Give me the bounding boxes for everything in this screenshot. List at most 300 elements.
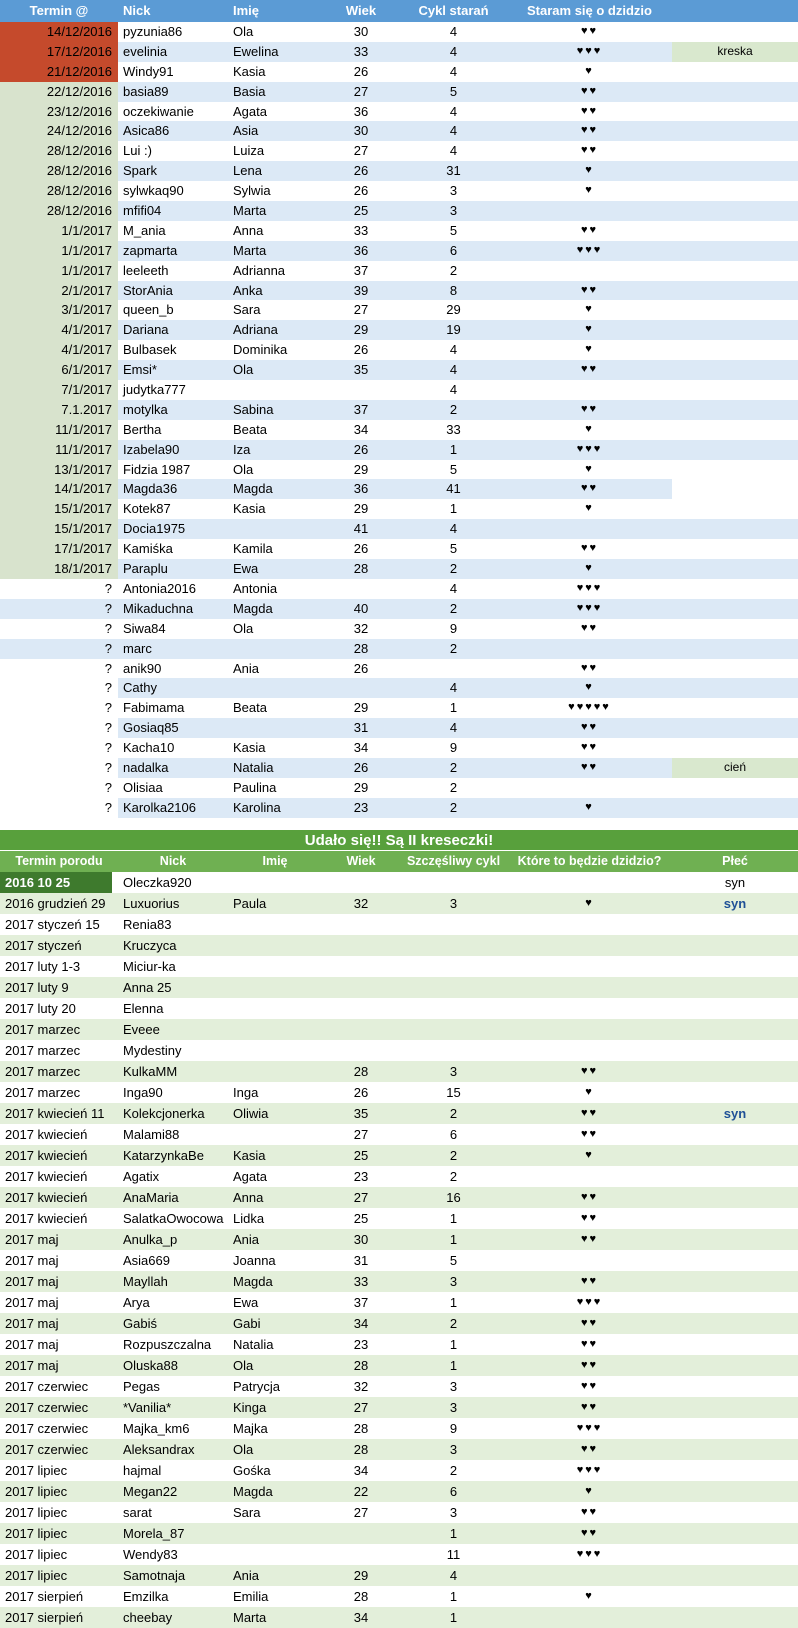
cell-age[interactable]: 26 <box>353 1084 369 1100</box>
cell-age[interactable]: 30 <box>353 24 369 39</box>
cell-cycle[interactable]: 3 <box>449 1378 458 1394</box>
cell-age[interactable]: 37 <box>353 1294 369 1310</box>
cell-nick[interactable]: Elenna <box>123 1000 164 1016</box>
cell-cycle[interactable]: 1 <box>449 501 458 517</box>
cell-sex[interactable] <box>672 1145 798 1166</box>
cell-sex[interactable] <box>672 1376 798 1397</box>
cell-hearts[interactable]: ♥ <box>585 502 594 515</box>
cell-hearts[interactable]: ♥♥♥ <box>576 581 603 594</box>
cell-sex[interactable] <box>672 1439 798 1460</box>
cell-sex[interactable] <box>672 1523 798 1544</box>
cell-age[interactable] <box>322 678 400 698</box>
cell-hearts[interactable]: ♥♥ <box>580 1190 599 1203</box>
cell-name[interactable] <box>228 1523 322 1544</box>
cell-name[interactable]: Agata <box>233 103 267 119</box>
cell-cycle[interactable]: 1 <box>449 1588 458 1604</box>
cell-nick[interactable]: leeleeth <box>123 262 169 278</box>
cell-age[interactable] <box>322 998 400 1019</box>
cell-nick[interactable]: Eveee <box>123 1021 160 1037</box>
cell-hearts[interactable]: ♥♥ <box>580 1064 599 1077</box>
cell-hearts[interactable]: ♥ <box>585 462 594 475</box>
cell-cycle[interactable]: 4 <box>449 43 458 59</box>
cell-nick[interactable]: evelinia <box>123 43 168 59</box>
cell-hearts[interactable]: ♥ <box>585 1148 594 1161</box>
cell-sex[interactable] <box>672 1481 798 1502</box>
cell-nick[interactable]: Fidzia 1987 <box>123 461 191 477</box>
cell-nick[interactable]: Karolka2106 <box>123 799 196 815</box>
cell-name[interactable] <box>228 380 322 400</box>
cell-hearts[interactable] <box>507 519 672 539</box>
cell-age[interactable]: 29 <box>353 1567 369 1583</box>
cell-note[interactable] <box>672 102 798 122</box>
cell-name[interactable]: Kasia <box>233 1147 266 1163</box>
cell-hearts[interactable] <box>507 1250 672 1271</box>
cell-nick[interactable]: Gosiaq85 <box>123 720 179 736</box>
cell-cycle[interactable]: 41 <box>446 481 461 497</box>
cell-cycle[interactable]: 5 <box>449 461 458 477</box>
cell-hearts[interactable]: ♥ <box>585 800 594 813</box>
cell-name[interactable]: Ania <box>233 1231 260 1247</box>
cell-birth-date[interactable]: 2017 marzec <box>5 1084 81 1100</box>
cell-nick[interactable]: Gabiś <box>123 1315 157 1331</box>
cell-age[interactable]: 27 <box>353 1399 369 1415</box>
cell-cycle[interactable]: 4 <box>449 1567 458 1583</box>
cell-age[interactable]: 28 <box>353 1588 369 1604</box>
cell-cycle[interactable]: 1 <box>449 1294 458 1310</box>
cell-sex[interactable]: syn <box>724 874 746 890</box>
cell-hearts[interactable] <box>507 778 672 798</box>
cell-name[interactable]: Magda <box>233 481 273 497</box>
cell-note[interactable] <box>672 360 798 380</box>
cell-hearts[interactable]: ♥ <box>585 681 594 694</box>
cell-nick[interactable]: Oleczka920 <box>123 874 192 890</box>
cell-cycle[interactable]: 5 <box>449 83 458 99</box>
cell-cycle[interactable]: 8 <box>449 282 458 298</box>
cell-cycle[interactable]: 4 <box>449 521 458 537</box>
cell-term-date[interactable]: 21/12/2016 <box>0 62 118 82</box>
cell-hearts[interactable]: ♥♥ <box>580 25 599 37</box>
cell-sex[interactable] <box>672 1397 798 1418</box>
cell-hearts[interactable]: ♥♥ <box>580 721 599 734</box>
cell-name[interactable]: Luiza <box>233 143 265 159</box>
cell-nick[interactable]: StorAnia <box>123 282 173 298</box>
cell-hearts[interactable]: ♥♥♥ <box>576 44 603 57</box>
cell-cycle[interactable]: 29 <box>446 302 461 318</box>
cell-nick[interactable]: Asica86 <box>123 123 170 139</box>
cell-hearts[interactable]: ♥♥ <box>580 1211 599 1224</box>
cell-sex[interactable] <box>672 977 798 998</box>
cell-age[interactable]: 26 <box>353 183 369 199</box>
cell-hearts[interactable]: ♥♥ <box>580 1526 599 1539</box>
cell-birth-date[interactable]: 2016 10 25 <box>0 872 118 893</box>
cell-note[interactable] <box>672 519 798 539</box>
cell-age[interactable]: 33 <box>353 1273 369 1289</box>
cell-cycle[interactable]: 1 <box>449 1336 458 1352</box>
cell-name[interactable]: Gabi <box>233 1315 261 1331</box>
cell-name[interactable]: Antonia <box>233 580 278 596</box>
cell-note[interactable] <box>672 82 798 102</box>
cell-birth-date[interactable]: 2017 kwiecień <box>5 1168 88 1184</box>
cell-nick[interactable]: Olisiaa <box>123 779 163 795</box>
cell-nick[interactable]: KatarzynkaBe <box>123 1147 204 1163</box>
cell-term-date[interactable]: ? <box>104 640 112 656</box>
cell-name[interactable]: Ola <box>233 461 254 477</box>
cell-name[interactable]: Sylwia <box>233 183 271 199</box>
cell-note[interactable] <box>672 778 798 798</box>
cell-name[interactable]: Ola <box>233 362 254 378</box>
cell-age[interactable]: 32 <box>353 895 369 911</box>
cell-term-date[interactable]: 14/1/2017 <box>0 479 118 499</box>
cell-sex[interactable] <box>672 1502 798 1523</box>
cell-age[interactable]: 29 <box>353 461 369 477</box>
cell-cycle[interactable]: 4 <box>449 143 458 159</box>
cell-nick[interactable]: Inga90 <box>123 1084 163 1100</box>
cell-nick[interactable]: Magda36 <box>123 481 178 497</box>
cell-cycle[interactable]: 6 <box>449 1126 458 1142</box>
cell-note[interactable] <box>672 141 798 161</box>
cell-term-date[interactable]: ? <box>104 580 112 596</box>
cell-nick[interactable]: Mayllah <box>123 1273 168 1289</box>
cell-nick[interactable]: hajmal <box>123 1462 162 1478</box>
cell-term-date[interactable]: ? <box>0 678 118 698</box>
cell-cycle[interactable]: 3 <box>449 1504 458 1520</box>
cell-note[interactable] <box>672 281 798 301</box>
cell-term-date[interactable]: 13/1/2017 <box>0 460 118 480</box>
cell-hearts[interactable]: ♥♥ <box>580 1400 599 1413</box>
cell-hearts[interactable]: ♥♥ <box>580 1106 599 1119</box>
cell-name[interactable]: Kasia <box>233 740 266 756</box>
cell-cycle[interactable]: 4 <box>449 103 458 119</box>
column-header[interactable]: Cykl starań <box>418 3 489 18</box>
cell-cycle[interactable]: 11 <box>446 1546 461 1562</box>
cell-name[interactable]: Magda <box>233 1483 273 1499</box>
cell-hearts[interactable]: ♥♥♥ <box>576 1463 603 1476</box>
cell-nick[interactable]: Anna 25 <box>123 979 172 995</box>
cell-birth-date[interactable]: 2017 maj <box>5 1336 59 1352</box>
cell-cycle[interactable]: 2 <box>449 799 458 815</box>
cell-sex[interactable]: syn <box>723 895 747 911</box>
cell-note[interactable] <box>672 62 798 82</box>
cell-term-date[interactable]: 6/1/2017 <box>0 360 118 380</box>
cell-hearts[interactable] <box>507 1166 672 1187</box>
cell-age[interactable]: 29 <box>353 322 369 338</box>
cell-sex[interactable] <box>672 1586 798 1607</box>
cell-note[interactable] <box>672 121 798 141</box>
cell-note[interactable] <box>672 440 798 460</box>
cell-birth-date[interactable]: 2017 czerwiec <box>5 1420 89 1436</box>
cell-hearts[interactable]: ♥♥ <box>580 1316 599 1329</box>
cell-hearts[interactable]: ♥♥♥ <box>576 1421 603 1434</box>
cell-note[interactable]: cień <box>672 758 798 778</box>
cell-hearts[interactable]: ♥♥ <box>580 144 599 157</box>
cell-name[interactable]: Gośka <box>233 1462 271 1478</box>
cell-name[interactable]: Beata <box>233 700 267 716</box>
cell-birth-date[interactable]: 2017 lipiec <box>5 1567 68 1583</box>
cell-hearts[interactable] <box>507 956 672 977</box>
cell-name[interactable]: Oliwia <box>233 1105 269 1121</box>
cell-sex[interactable] <box>672 1124 798 1145</box>
cell-term-date[interactable]: 14/12/2016 <box>0 22 118 42</box>
cell-cycle[interactable]: 2 <box>449 1105 458 1121</box>
cell-sex[interactable] <box>672 1061 798 1082</box>
cell-nick[interactable]: Luxuorius <box>123 895 180 911</box>
cell-cycle[interactable]: 2 <box>449 1168 458 1184</box>
cell-nick[interactable]: Docia1975 <box>123 521 186 537</box>
cell-hearts[interactable]: ♥♥ <box>580 1274 599 1287</box>
cell-nick[interactable]: Cathy <box>123 680 157 696</box>
cell-nick[interactable]: anik90 <box>123 660 162 676</box>
cell-hearts[interactable]: ♥♥♥ <box>576 243 603 256</box>
cell-cycle[interactable]: 19 <box>446 322 461 338</box>
column-header[interactable]: Nick <box>123 3 151 18</box>
cell-name[interactable]: Marta <box>233 1609 267 1625</box>
cell-birth-date[interactable]: 2017 lipiec <box>5 1525 68 1541</box>
cell-sex[interactable]: syn <box>723 1105 747 1121</box>
cell-cycle[interactable]: 4 <box>449 580 458 596</box>
cell-term-date[interactable]: ? <box>104 620 112 636</box>
cell-age[interactable]: 28 <box>353 1357 369 1373</box>
cell-name[interactable]: Basia <box>233 83 266 99</box>
cell-hearts[interactable]: ♥♥ <box>580 124 599 137</box>
cell-hearts[interactable]: ♥♥ <box>580 1337 599 1350</box>
cell-term-date[interactable]: ? <box>0 758 118 778</box>
cell-cycle[interactable] <box>400 1019 507 1040</box>
cell-term-date[interactable]: ? <box>104 779 112 795</box>
cell-age[interactable]: 25 <box>353 1210 369 1226</box>
cell-note[interactable] <box>672 221 798 241</box>
cell-birth-date[interactable]: 2017 maj <box>5 1252 59 1268</box>
cell-age[interactable]: 27 <box>353 143 369 159</box>
cell-age[interactable] <box>322 1040 400 1061</box>
cell-nick[interactable]: Bertha <box>123 421 162 437</box>
cell-nick[interactable]: KulkaMM <box>123 1063 178 1079</box>
cell-hearts[interactable]: ♥ <box>585 343 594 356</box>
cell-age[interactable]: 37 <box>353 401 369 417</box>
cell-age[interactable]: 37 <box>353 262 369 278</box>
cell-cycle[interactable]: 4 <box>449 342 458 358</box>
cell-name[interactable] <box>228 639 322 659</box>
cell-note[interactable] <box>672 241 798 261</box>
cell-nick[interactable]: Agatix <box>123 1168 160 1184</box>
cell-age[interactable]: 30 <box>353 1231 369 1247</box>
cell-nick[interactable]: Fabimama <box>123 700 185 716</box>
cell-name[interactable]: Kasia <box>233 63 266 79</box>
cell-nick[interactable]: Megan22 <box>123 1483 178 1499</box>
cell-nick[interactable]: Spark <box>123 163 157 179</box>
cell-hearts[interactable]: ♥♥ <box>580 741 599 754</box>
cell-age[interactable]: 26 <box>353 660 369 676</box>
cell-name[interactable] <box>228 935 322 956</box>
cell-name[interactable] <box>228 1040 322 1061</box>
cell-age[interactable] <box>322 579 400 599</box>
cell-hearts[interactable]: ♥ <box>585 164 594 177</box>
cell-nick[interactable]: Emsi* <box>123 362 157 378</box>
cell-note[interactable] <box>672 22 798 42</box>
cell-birth-date[interactable]: 2017 luty 9 <box>5 979 69 995</box>
cell-hearts[interactable]: ♥♥ <box>580 1127 599 1140</box>
cell-name[interactable]: Kinga <box>233 1399 267 1415</box>
cell-nick[interactable]: Arya <box>123 1294 150 1310</box>
cell-nick[interactable]: marc <box>123 640 152 656</box>
column-header[interactable]: Staram się o dzidzio <box>527 3 652 18</box>
cell-note[interactable] <box>672 420 798 440</box>
cell-hearts[interactable]: ♥ <box>585 323 594 336</box>
cell-age[interactable]: 36 <box>353 242 369 258</box>
cell-birth-date[interactable]: 2017 lipiec <box>5 1462 68 1478</box>
cell-note[interactable] <box>672 161 798 181</box>
cell-hearts[interactable] <box>507 639 672 659</box>
cell-sex[interactable] <box>672 1607 798 1628</box>
cell-term-date[interactable]: 4/1/2017 <box>0 320 118 340</box>
cell-name[interactable]: Kasia <box>233 501 266 517</box>
cell-nick[interactable]: Emzilka <box>123 1588 169 1604</box>
cell-name[interactable]: Ola <box>233 620 254 636</box>
cell-name[interactable]: Sara <box>233 1504 261 1520</box>
cell-name[interactable]: Beata <box>233 421 267 437</box>
cell-name[interactable]: Ola <box>233 24 254 39</box>
cell-nick[interactable]: queen_b <box>123 302 174 318</box>
cell-nick[interactable]: Pegas <box>123 1378 160 1394</box>
cell-note[interactable] <box>672 201 798 221</box>
cell-name[interactable]: Ania <box>233 660 260 676</box>
cell-cycle[interactable]: 9 <box>449 1420 458 1436</box>
cell-nick[interactable]: Kruczyca <box>123 937 177 953</box>
cell-nick[interactable]: Kacha10 <box>123 740 175 756</box>
cell-age[interactable]: 34 <box>353 1462 369 1478</box>
cell-term-date[interactable]: 28/12/2016 <box>0 141 118 161</box>
cell-hearts[interactable]: ♥♥♥ <box>576 1295 603 1308</box>
cell-age[interactable]: 39 <box>353 282 369 298</box>
cell-name[interactable]: Magda <box>233 600 273 616</box>
cell-birth-date[interactable]: 2017 styczeń <box>5 937 82 953</box>
cell-nick[interactable]: Dariana <box>123 322 169 338</box>
cell-age[interactable]: 34 <box>353 421 369 437</box>
cell-hearts[interactable]: ♥ <box>585 64 594 77</box>
cell-nick[interactable]: Renia83 <box>123 916 172 932</box>
cell-name[interactable]: Magda <box>233 1273 273 1289</box>
cell-nick[interactable]: Kolekcjonerka <box>123 1105 205 1121</box>
cell-cycle[interactable]: 9 <box>449 620 458 636</box>
cell-hearts[interactable]: ♥ <box>585 1589 594 1602</box>
cell-name[interactable]: Dominika <box>233 342 288 358</box>
cell-birth-date[interactable]: 2017 styczeń 15 <box>5 916 100 932</box>
cell-term-date[interactable]: 15/1/2017 <box>0 519 118 539</box>
cell-birth-date[interactable]: 2017 kwiecień <box>5 1210 88 1226</box>
cell-birth-date[interactable]: 2017 maj <box>5 1294 59 1310</box>
column-header[interactable]: Nick <box>159 853 187 868</box>
cell-sex[interactable] <box>672 1334 798 1355</box>
cell-cycle[interactable]: 2 <box>449 759 458 775</box>
cell-cycle[interactable]: 2 <box>449 1462 458 1478</box>
cell-nick[interactable]: Bulbasek <box>123 342 177 358</box>
cell-cycle[interactable]: 5 <box>449 541 458 557</box>
cell-birth-date[interactable]: 2017 maj <box>5 1273 59 1289</box>
column-header[interactable]: Wiek <box>345 3 377 18</box>
cell-cycle[interactable]: 6 <box>449 242 458 258</box>
cell-term-date[interactable]: 2/1/2017 <box>0 281 118 301</box>
cell-nick[interactable]: Kamiśka <box>123 541 173 557</box>
cell-cycle[interactable]: 1 <box>449 1210 458 1226</box>
cell-age[interactable]: 34 <box>353 1315 369 1331</box>
cell-note[interactable] <box>672 400 798 420</box>
cell-term-date[interactable]: 7.1.2017 <box>0 400 118 420</box>
cell-nick[interactable]: SalatkaOwocowa <box>123 1210 224 1226</box>
cell-nick[interactable]: Miciur-ka <box>123 958 176 974</box>
cell-cycle[interactable] <box>400 659 507 679</box>
cell-age[interactable] <box>322 380 400 400</box>
cell-cycle[interactable]: 1 <box>449 1609 458 1625</box>
cell-name[interactable]: Natalia <box>233 759 274 775</box>
cell-name[interactable]: Sabina <box>233 401 274 417</box>
cell-cycle[interactable] <box>400 977 507 998</box>
cell-hearts[interactable]: ♥ <box>585 562 594 575</box>
cell-sex[interactable] <box>672 1208 798 1229</box>
cell-cycle[interactable]: 4 <box>449 63 458 79</box>
cell-age[interactable] <box>322 872 400 893</box>
cell-note[interactable] <box>672 261 798 281</box>
cell-cycle[interactable]: 3 <box>449 1063 458 1079</box>
cell-name[interactable]: Ola <box>233 1357 254 1373</box>
cell-note[interactable] <box>672 718 798 738</box>
cell-cycle[interactable]: 2 <box>449 1315 458 1331</box>
cell-note[interactable] <box>672 380 798 400</box>
cell-nick[interactable]: Kotek87 <box>123 501 171 517</box>
cell-nick[interactable]: sylwkaq90 <box>123 183 184 199</box>
cell-hearts[interactable]: ♥♥ <box>580 223 599 236</box>
cell-term-date[interactable]: 28/12/2016 <box>0 181 118 201</box>
cell-term-date[interactable]: ? <box>104 700 112 716</box>
cell-hearts[interactable] <box>507 977 672 998</box>
cell-sex[interactable] <box>672 1292 798 1313</box>
cell-birth-date[interactable]: 2017 luty 1-3 <box>5 958 81 974</box>
cell-name[interactable]: Patrycja <box>233 1378 280 1394</box>
column-header[interactable]: Wiek <box>346 853 376 868</box>
cell-nick[interactable]: basia89 <box>123 83 169 99</box>
cell-term-date[interactable]: 11/1/2017 <box>0 420 118 440</box>
cell-sex[interactable] <box>672 1082 798 1103</box>
cell-term-date[interactable]: 4/1/2017 <box>0 340 118 360</box>
cell-note[interactable] <box>672 798 798 818</box>
cell-cycle[interactable]: 2 <box>449 262 458 278</box>
cell-hearts[interactable]: ♥♥♥ <box>576 442 603 455</box>
cell-age[interactable]: 41 <box>353 521 369 537</box>
cell-note[interactable] <box>672 619 798 639</box>
cell-age[interactable]: 26 <box>353 342 369 358</box>
cell-age[interactable]: 35 <box>353 1105 369 1121</box>
cell-age[interactable]: 28 <box>353 1441 369 1457</box>
cell-cycle[interactable]: 1 <box>449 441 458 457</box>
cell-birth-date[interactable]: 2017 maj <box>5 1315 59 1331</box>
cell-name[interactable] <box>228 1124 322 1145</box>
cell-hearts[interactable]: ♥♥♥ <box>576 1547 603 1560</box>
cell-hearts[interactable]: ♥♥♥ <box>576 601 603 614</box>
cell-hearts[interactable]: ♥ <box>585 422 594 435</box>
cell-birth-date[interactable]: 2017 sierpień <box>5 1609 84 1625</box>
cell-note[interactable] <box>672 599 798 619</box>
cell-cycle[interactable]: 15 <box>446 1084 461 1100</box>
cell-age[interactable] <box>322 914 400 935</box>
cell-sex[interactable] <box>672 1166 798 1187</box>
cell-cycle[interactable]: 3 <box>449 183 458 199</box>
cell-age[interactable]: 25 <box>353 203 369 219</box>
cell-name[interactable]: Inga <box>233 1084 259 1100</box>
cell-name[interactable]: Ewelina <box>233 43 279 59</box>
cell-nick[interactable]: judytka777 <box>123 382 186 398</box>
cell-nick[interactable]: mfifi04 <box>123 203 162 219</box>
cell-hearts[interactable] <box>507 1565 672 1586</box>
cell-birth-date[interactable]: 2017 luty 20 <box>5 1000 76 1016</box>
cell-name[interactable]: Joanna <box>233 1252 276 1268</box>
